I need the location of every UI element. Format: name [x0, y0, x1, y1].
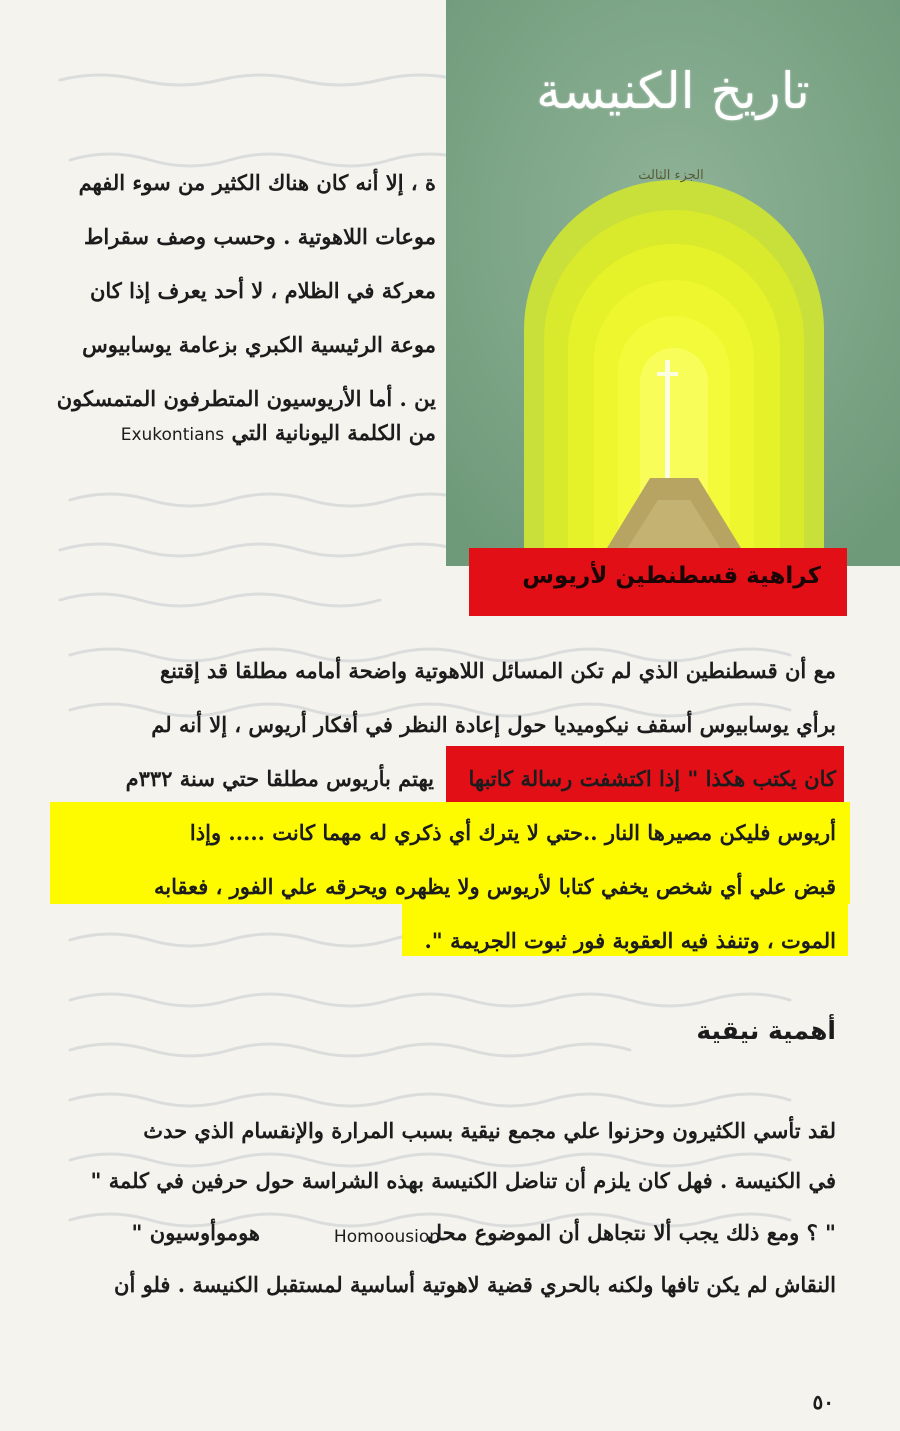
text-line: يهتم بأريوس مطلقا حتي سنة ٣٣٢م [125, 766, 434, 791]
text-line: موعة الرئيسية الكبري بزعامة يوسابيوس [82, 332, 436, 357]
text-line: قبض علي أي شخص يخفي كتابا لأريوس ولا يظهره ويحرقه علي الفور ، فعقابه [153, 874, 836, 899]
text-line: الموت ، وتنفذ فيه العقوبة فور ثبوت الجريمة ". [424, 928, 836, 953]
top-paragraph [0, 160, 436, 460]
text-line: " ؟ ومع ذلك يجب ألا نتجاهل أن الموضوع محل [426, 1220, 836, 1245]
text-line: مع أن قسطنطين الذي لم تكن المسائل اللاهوتية واضحة أمامه مطلقا قد إقتنع [159, 658, 836, 683]
book-cover-image [446, 0, 900, 566]
latin-term-text: Homoousion [333, 1227, 440, 1247]
text-line: النقاش لم يكن تافها ولكنه بالحري قضية لاهوتية أساسية لمستقبل الكنيسة . فلو أن [114, 1272, 836, 1297]
text-line-with-latin [121, 422, 436, 444]
text-line: برأي يوسابيوس أسقف نيكوميديا حول إعادة النظر في أفكار أريوس ، إلا أنه لم [151, 712, 836, 737]
section-title: كراهية قسطنطين لأريوس [522, 563, 821, 589]
text-line: هوموأوسيون " [131, 1220, 260, 1245]
latin-term: Exukontians [120, 425, 225, 445]
text-line: ين . أما الأريوسيون المتطرفون المتمسكون [56, 386, 436, 411]
text-fragment: من الكلمة اليونانية التي [231, 420, 436, 445]
text-line: لقد تأسي الكثيرون وحزنوا علي مجمع نيقية بسبب المرارة والإنقسام الذي حدث [143, 1118, 836, 1143]
section2-paragraph [36, 1120, 836, 1320]
text-line: ة ، إلا أنه كان هناك الكثير من سوء الفهم [78, 170, 436, 195]
text-line: أريوس فليكن مصيرها النار ..حتي لا يترك أي ذكري له مهما كانت ..... وإذا [189, 820, 836, 845]
text-line: موعات اللاهوتية . وحسب وصف سقراط [83, 224, 436, 249]
section1-paragraph [36, 660, 836, 960]
text-line: في الكنيسة . فهل كان يلزم أن تناضل الكنيسة بهذه الشراسة حول حرفين في كلمة " [90, 1168, 836, 1193]
latin-term [334, 1224, 440, 1246]
section2-heading: أهمية نيقية [696, 1016, 836, 1045]
text-line: كان يكتب هكذا " إذا اكتشفت رسالة كاتبها [468, 766, 836, 791]
section-title-banner [469, 548, 847, 616]
page-number: ٥٠ [812, 1390, 834, 1414]
cover-title: تاريخ الكنيسة [536, 62, 810, 120]
text-line: معركة في الظلام ، لا أحد يعرف إذا كان [89, 278, 436, 303]
cover-subtitle: الجزء الثالث [638, 168, 704, 183]
